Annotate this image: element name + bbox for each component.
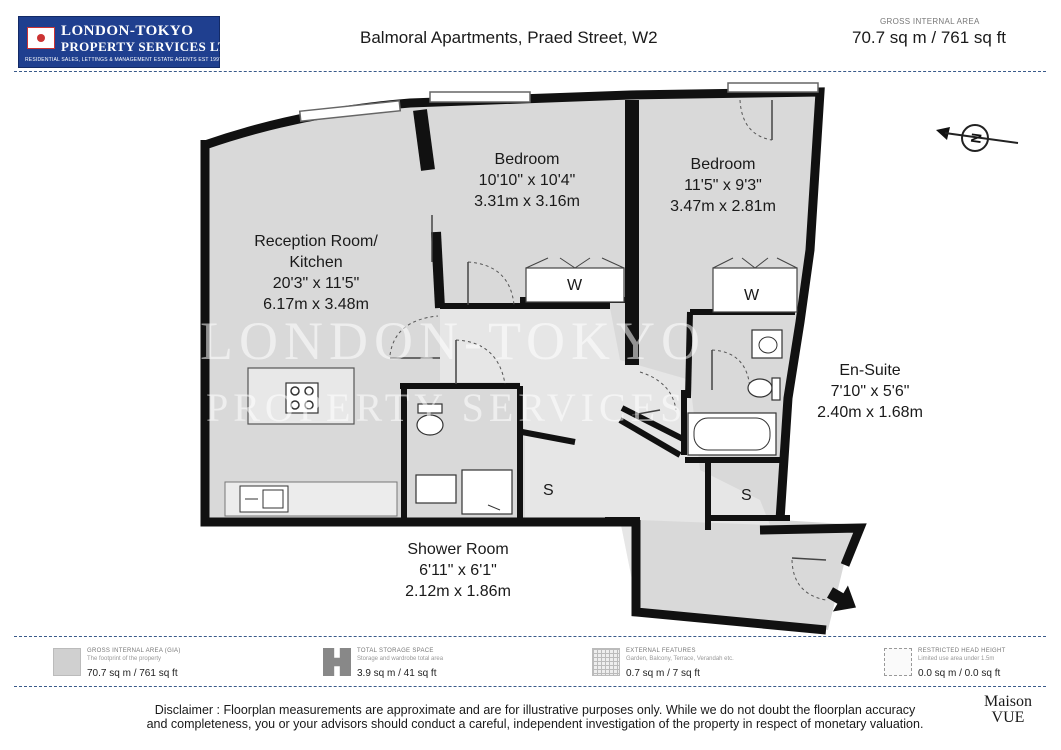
shower-tray-icon (462, 470, 512, 514)
room-shower-metric: 2.12m x 1.86m (405, 583, 511, 600)
legend-storage (323, 648, 553, 682)
wardrobe-label-2: W (744, 287, 760, 304)
storage-label-2: S (741, 487, 752, 504)
legend-storage-sub: Storage and wardrobe total area (357, 656, 444, 662)
room-ensuite (800, 360, 940, 423)
ensuite-basin-icon (752, 330, 782, 358)
property-address: Balmoral Apartments, Praed Street, W2 (360, 28, 658, 47)
room-bedroom-1-name: Bedroom (494, 151, 560, 168)
gia-value: 70.7 sq m / 761 sq ft (852, 28, 1007, 47)
room-bedroom-2-name: Bedroom (690, 156, 756, 173)
legend-storage-caption: TOTAL STORAGE SPACE (357, 648, 434, 654)
sink-icon (240, 486, 288, 512)
legend-head-height-value: 0.0 sq m / 0.0 sq ft (918, 668, 1001, 679)
legend-storage-value: 3.9 sq m / 41 sq ft (357, 668, 437, 679)
room-reception-metric: 6.17m x 3.48m (263, 296, 369, 313)
watermark-line2: PROPERTY SERVICES (206, 385, 688, 430)
room-bedroom-1-metric: 3.31m x 3.16m (474, 193, 580, 210)
room-bedroom-2 (643, 154, 803, 217)
legend-external-sub: Garden, Balcony, Terrace, Verandah etc. (626, 656, 734, 662)
room-shower-imperial: 6'11" x 6'1" (419, 562, 497, 579)
head-height-swatch-icon (884, 648, 912, 676)
room-bedroom-2-metric: 3.47m x 2.81m (670, 198, 776, 215)
basin-icon (416, 475, 456, 503)
storage-label-1: S (543, 482, 554, 499)
legend-gia-caption: GROSS INTERNAL AREA (GIA) (87, 648, 181, 654)
room-ensuite-imperial: 7'10" x 5'6" (830, 383, 910, 400)
room-reception-imperial: 20'3" x 11'5" (272, 275, 360, 292)
compass-north-label: N (967, 132, 985, 145)
wardrobe-label-1: W (567, 277, 583, 294)
brand-line1: Maison (984, 693, 1032, 710)
logo-tagline: RESIDENTIAL SALES, LETTINGS & MANAGEMENT ESTATE AGENTS EST 1997 (25, 57, 223, 63)
legend-head-height (884, 648, 1061, 682)
storage-swatch-icon (323, 648, 351, 676)
room-bedroom-1 (447, 149, 607, 212)
gia-label: GROSS INTERNAL AREA (880, 17, 980, 26)
legend-external-caption: EXTERNAL FEATURES (626, 648, 696, 654)
bathtub-icon (688, 413, 776, 455)
disclaimer-line1: Disclaimer : Floorplan measurements are approximate and are for illustrative purposes only. While we do not doubt the floorplan accuracy (154, 703, 916, 717)
legend-head-height-caption: RESTRICTED HEAD HEIGHT (918, 648, 1006, 654)
toilet-icon (417, 404, 443, 435)
logo-line1: LONDON-TOKYO (61, 23, 194, 39)
external-swatch-icon (592, 648, 620, 676)
disclaimer (100, 703, 970, 731)
room-bedroom-2-imperial: 11'5" x 9'3" (684, 177, 762, 194)
legend-gia-value: 70.7 sq m / 761 sq ft (87, 668, 178, 679)
legend-external (592, 648, 822, 682)
legend-gia (53, 648, 283, 682)
legend-divider-top (14, 636, 1046, 637)
hob-icon (286, 383, 318, 413)
room-reception-name2: Kitchen (289, 254, 343, 271)
legend-external-value: 0.7 sq m / 7 sq ft (626, 668, 700, 679)
brand-line2: VUE (991, 709, 1025, 726)
legend-divider-bottom (14, 686, 1046, 687)
disclaimer-line2: and completeness, you or your advisors should conduct a careful, independent investigation of the property in respect of monetary valuation. (146, 717, 924, 731)
room-shower (378, 539, 538, 602)
room-ensuite-metric: 2.40m x 1.68m (817, 404, 923, 421)
room-reception (226, 231, 406, 315)
room-shower-name: Shower Room (407, 541, 509, 558)
logo-line2: PROPERTY SERVICES LTD. (61, 39, 241, 54)
legend-gia-sub: The footprint of the property (87, 656, 162, 662)
room-bedroom-1-imperial: 10'10" x 10'4" (478, 172, 576, 189)
legend-head-height-sub: Limited use area under 1.5m (918, 656, 995, 662)
room-ensuite-name: En-Suite (839, 362, 901, 379)
watermark-line1: LONDON-TOKYO (200, 311, 706, 371)
room-reception-name1: Reception Room/ (254, 233, 378, 250)
gia-swatch-icon (53, 648, 81, 676)
brand-logo[interactable] (984, 694, 1032, 726)
